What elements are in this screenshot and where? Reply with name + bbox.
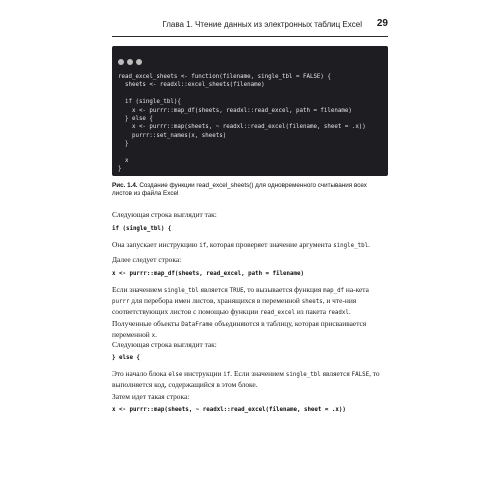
running-header [112, 18, 388, 37]
window-dot-icon [127, 59, 133, 65]
page-number: 29 [376, 18, 388, 29]
paragraph [112, 285, 388, 341]
paragraph-text: , которая проверяет значение аргумента [206, 240, 334, 249]
figure-caption [112, 182, 388, 198]
paragraph-text: для перебора имен листов, хранящихся в переменной [129, 296, 302, 306]
code-window [112, 46, 388, 176]
paragraph-text: , и чте-ния соответствующих листов с помощью функции [112, 296, 357, 317]
code-line: } [118, 141, 129, 148]
paragraph-text: Она запускает инструкцию [112, 240, 200, 249]
paragraph-text: Следующая строка выглядит так: [112, 340, 217, 349]
paragraph [112, 255, 388, 264]
paragraph-text: . Если значением [230, 369, 286, 378]
paragraph-text: , то вызывается функция [243, 285, 324, 294]
inline-code-line: x <- purrr::map(sheets, ~ readxl::read_excel(filename, sheet = .x)) [112, 407, 346, 413]
paragraph [112, 392, 388, 401]
code-block [118, 73, 384, 174]
inline-code-line: } else { [112, 355, 140, 361]
paragraph-text: на-кета [344, 285, 369, 294]
paragraph-text: Затем идет такая строка: [112, 392, 190, 401]
paragraph-text: является [320, 369, 352, 378]
code-line: if (single_tbl){ [118, 99, 181, 106]
inline-code: FALSE [351, 372, 370, 378]
paragraph-text: . Полученные объекты [112, 307, 351, 328]
code-line: x <- purrr::map(sheets, ~ readxl::read_excel(filename, sheet = .x)) [118, 124, 366, 131]
inline-code: DataFrame [181, 321, 213, 328]
caption-text: Создание функции read_excel_sheets() для одновременного считывания всех листов из файла Excel [112, 182, 367, 197]
figure-label: Рис. 1.4. [112, 182, 138, 189]
paragraph-text: Далее следует строка: [112, 255, 182, 264]
inline-code: x [151, 332, 156, 339]
chapter-title: Глава 1. Чтение данных из электронных таблиц Excel [162, 20, 362, 29]
code-line: } else { [118, 116, 153, 123]
code-line: x <- purrr::map_df(sheets, readxl::read_excel, path = filename) [118, 107, 352, 114]
inline-code: single_tbl [285, 372, 321, 378]
window-dot-icon [118, 59, 124, 65]
code-line: purrr::set_names(x, sheets) [118, 132, 227, 139]
paragraph-text: Это начало блока [112, 369, 169, 378]
paragraph-text: . [368, 240, 370, 249]
paragraph [112, 369, 388, 389]
inline-code: purrr [112, 299, 130, 306]
code-line: x [118, 158, 129, 165]
window-controls [118, 52, 145, 60]
paragraph-text: объединяются в таблицу, которая присваивается переменной [112, 318, 367, 339]
paragraph-text: Следующая строка выглядит так: [112, 210, 217, 219]
inline-code: else [168, 372, 183, 378]
inline-code: single_tbl [163, 288, 199, 294]
paragraph-text: является [198, 285, 230, 294]
inline-code-line: x <- purrr::map_df(sheets, read_excel, path = filename) [112, 271, 304, 277]
paragraph [112, 210, 388, 219]
paragraph-text: , то выполняется код, содержащийся в этом блоке. [112, 369, 380, 390]
paragraph [112, 240, 388, 251]
inline-code: if [199, 243, 207, 249]
paragraph-text: инструкции [182, 369, 224, 378]
paragraph-text: . [155, 329, 157, 339]
window-dot-icon [136, 59, 142, 65]
inline-code: read_excel [260, 310, 295, 317]
paragraph-text: Если значением [112, 285, 164, 294]
code-line: sheets <- readxl::excel_sheets(filename) [118, 82, 265, 89]
inline-code: sheets [301, 299, 323, 306]
inline-code: map_df [323, 288, 345, 294]
inline-code: if [223, 372, 231, 378]
code-line: } [118, 166, 122, 173]
inline-code: TRUE [229, 288, 244, 294]
inline-code: readxl [327, 310, 349, 317]
code-line: read_excel_sheets <- function(filename, single_tbl = FALSE) { [118, 74, 331, 80]
inline-code-line: if (single_tbl) { [112, 226, 172, 232]
inline-code: single_tbl [333, 243, 369, 249]
paragraph-text: из пакета [295, 307, 328, 317]
paragraph [112, 340, 388, 349]
